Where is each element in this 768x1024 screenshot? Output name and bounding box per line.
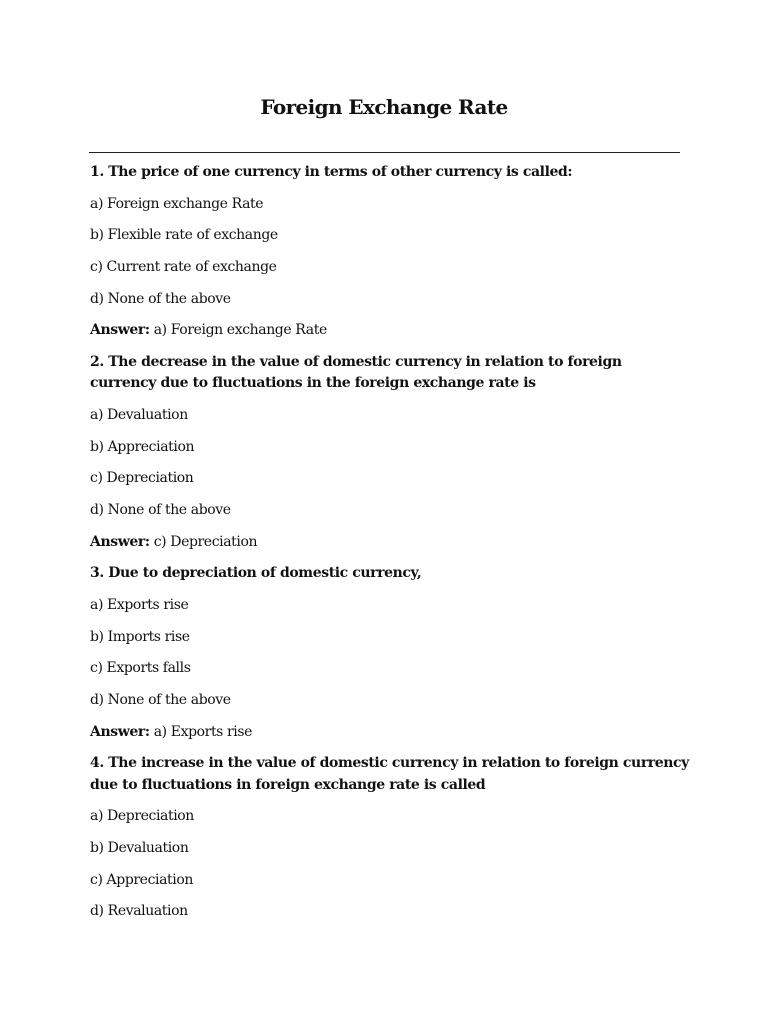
answer-line — [90, 320, 690, 342]
answer-value: a) Foreign exchange Rate — [149, 322, 327, 339]
answer-label: Answer: — [90, 723, 150, 740]
option-d: d) None of the above — [90, 290, 231, 307]
question-text: 3. Due to depreciation of domestic currency, — [90, 565, 422, 582]
option-c: c) Current rate of exchange — [90, 258, 277, 275]
title-divider — [89, 152, 680, 153]
question-text: 4. The increase in the value of domestic currency in relation to foreign currency due to fluctuations in foreign exchange rate is called — [90, 755, 689, 793]
option-c: c) Exports falls — [90, 660, 191, 677]
question-list — [90, 162, 690, 933]
option-list — [90, 806, 690, 923]
option-b: b) Appreciation — [90, 438, 195, 455]
question-text: 2. The decrease in the value of domestic currency in relation to foreign currency due to fluctuations in the foreign exchange rate is — [90, 353, 622, 392]
answer-value: a) Exports rise — [149, 723, 253, 740]
option-list — [90, 194, 690, 311]
option-c: c) Appreciation — [90, 871, 193, 888]
option-d: d) None of the above — [90, 691, 231, 708]
question-text: 1. The price of one currency in terms of other currency is called: — [90, 164, 573, 180]
answer-value: c) Depreciation — [149, 533, 258, 550]
option-d: d) None of the above — [90, 502, 231, 518]
option-list — [90, 405, 690, 522]
option-a: a) Devaluation — [90, 406, 188, 423]
option-a: a) Depreciation — [90, 808, 194, 825]
answer-line — [90, 532, 690, 554]
option-list — [90, 595, 690, 712]
document-title: Foreign Exchange Rate — [260, 95, 508, 119]
question-block-3 — [90, 563, 690, 743]
answer-label: Answer: — [90, 322, 150, 339]
option-d: d) Revaluation — [90, 903, 188, 920]
option-c: c) Depreciation — [90, 470, 194, 487]
option-b: b) Flexible rate of exchange — [90, 227, 278, 244]
question-block-4 — [90, 753, 690, 923]
answer-line — [90, 722, 690, 744]
option-b: b) Imports rise — [90, 628, 190, 645]
option-a: a) Exports rise — [90, 596, 189, 613]
question-block-2 — [90, 352, 690, 553]
option-b: b) Devaluation — [90, 840, 189, 856]
option-a: a) Foreign exchange Rate — [90, 195, 264, 212]
answer-label: Answer: — [90, 533, 150, 550]
question-block-1 — [90, 162, 690, 342]
